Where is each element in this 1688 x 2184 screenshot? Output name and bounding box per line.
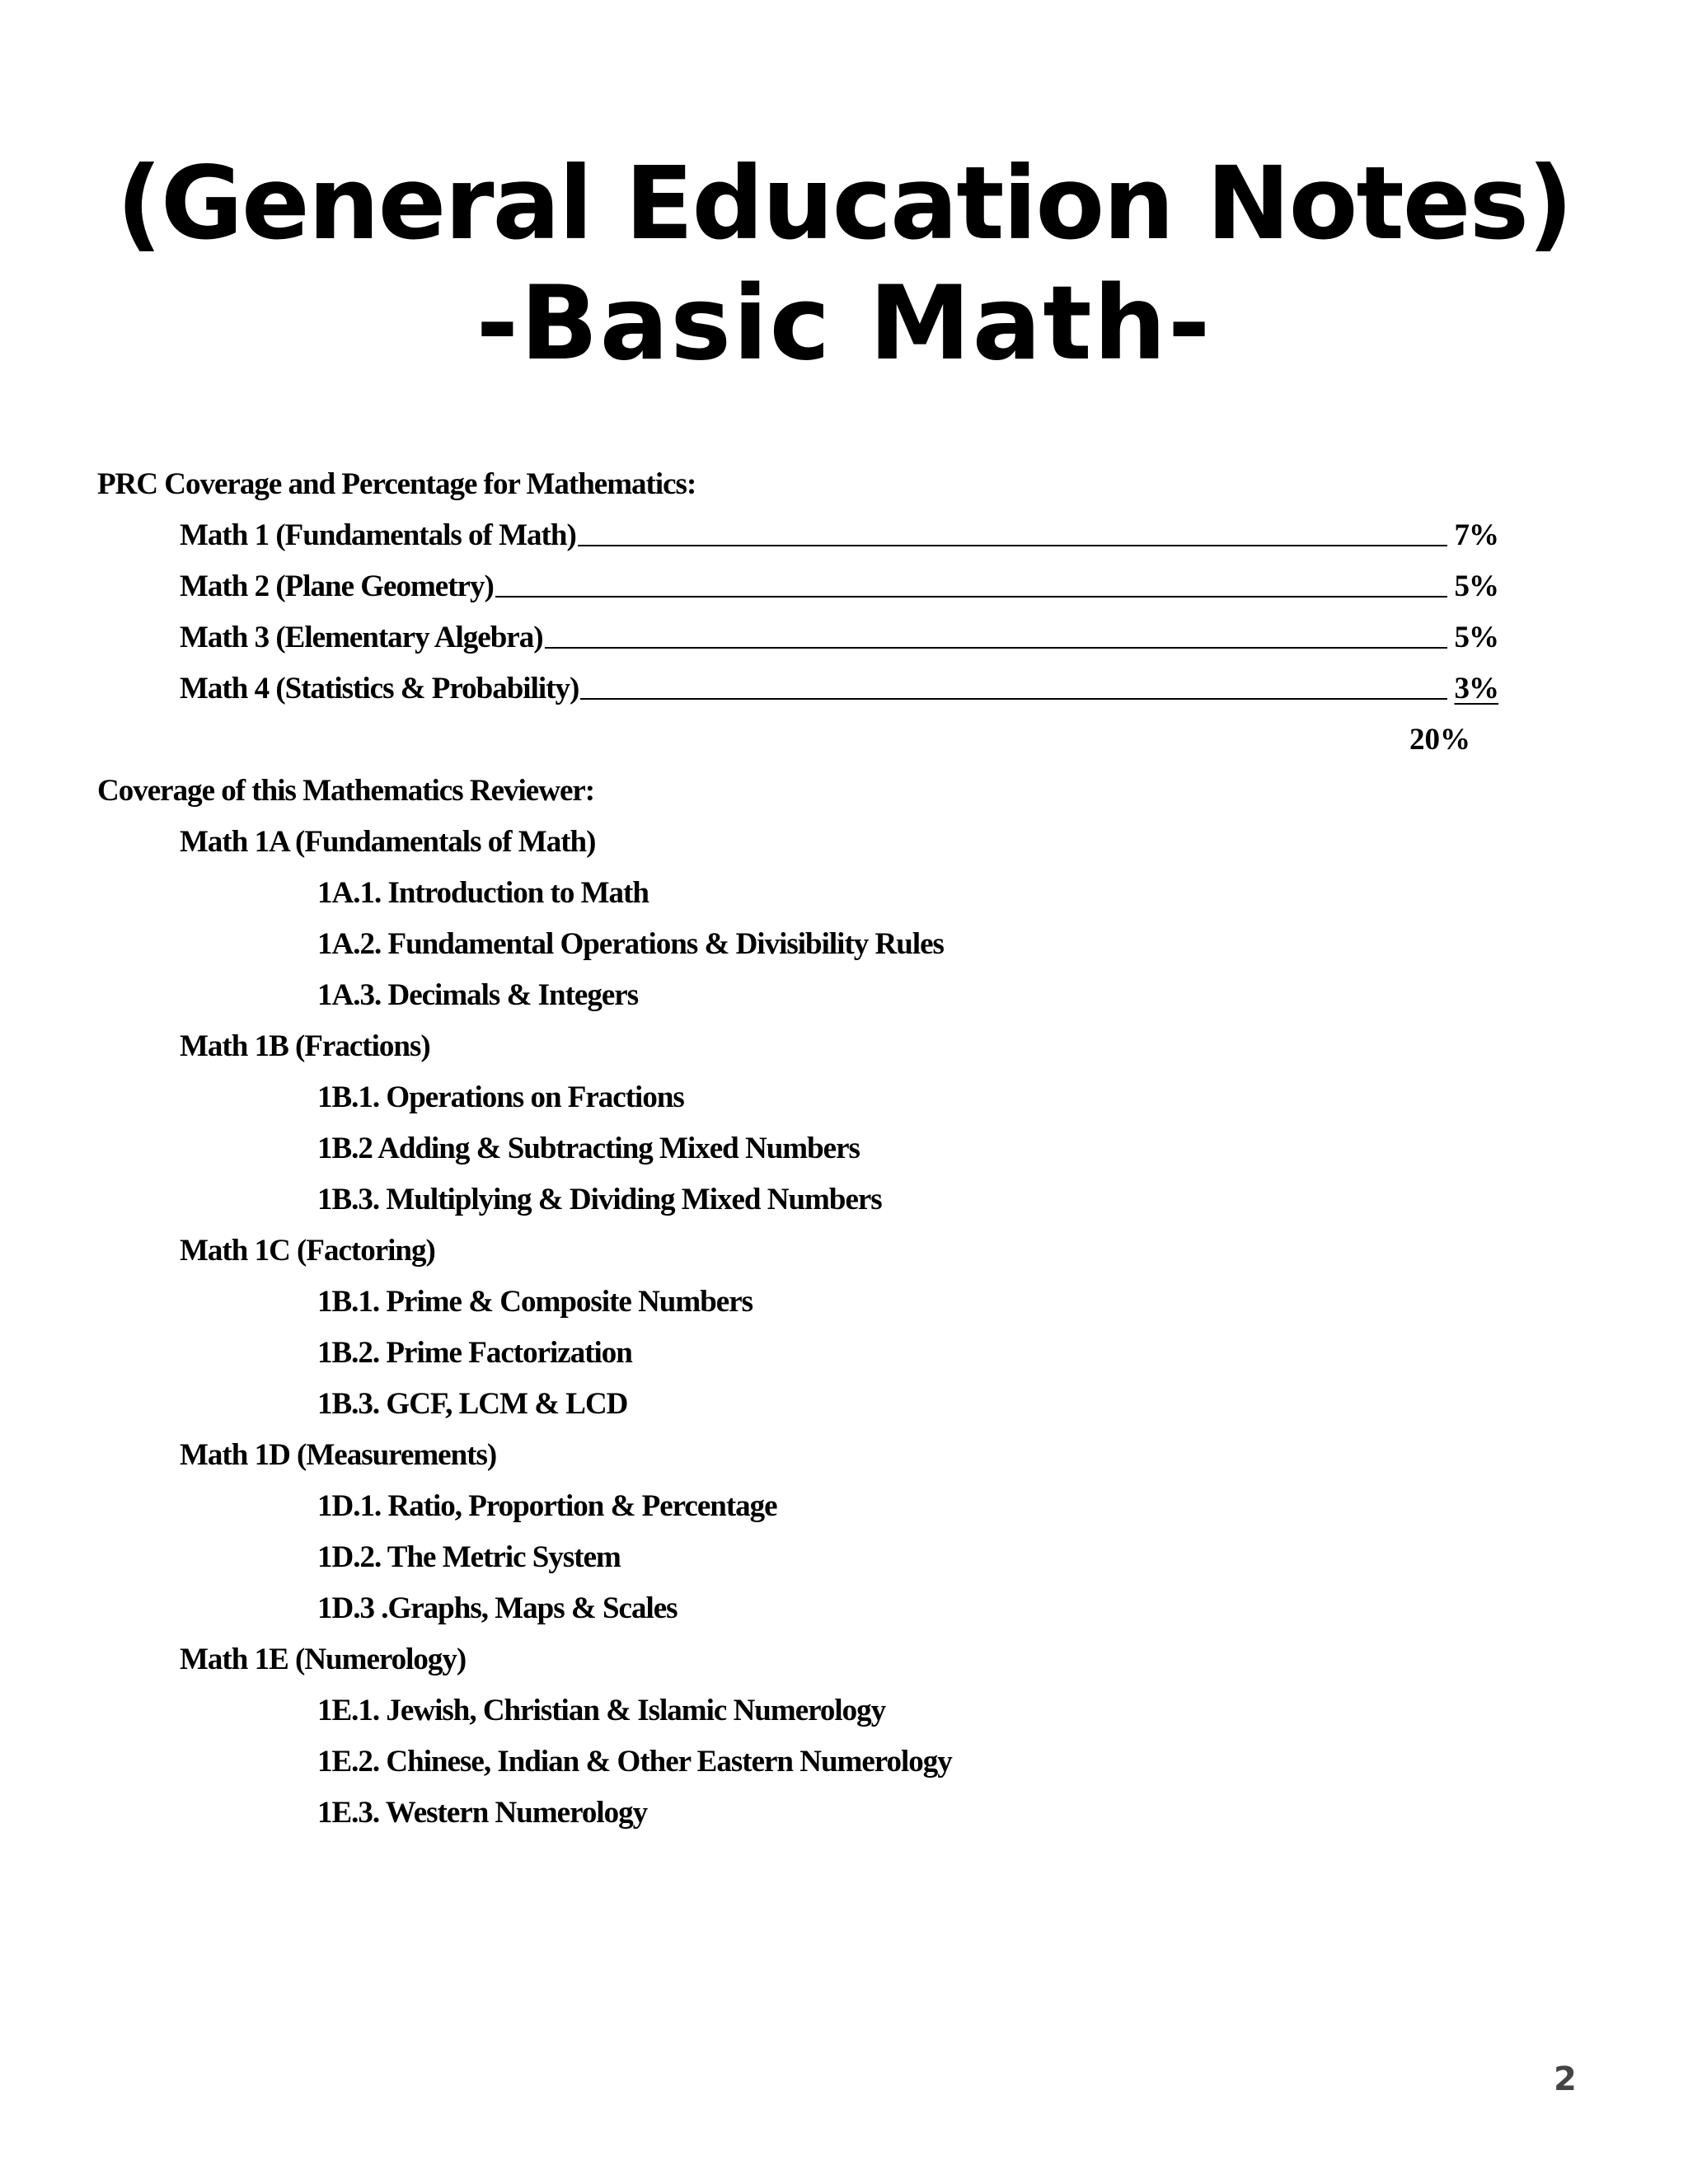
coverage-item: 1E.3. Western Numerology <box>317 1796 648 1830</box>
prc-row-math3 <box>180 619 1498 657</box>
coverage-group-1d: Math 1D (Measurements) <box>180 1438 497 1472</box>
leader-line <box>545 647 1447 649</box>
leader-line <box>495 596 1447 598</box>
coverage-item: 1D.1. Ratio, Proportion & Percentage <box>317 1489 777 1523</box>
coverage-item: 1B.2 Adding & Subtracting Mixed Numbers <box>317 1132 860 1165</box>
prc-row-math4 <box>180 670 1498 708</box>
coverage-item: 1B.1. Operations on Fractions <box>317 1080 684 1114</box>
coverage-item: 1B.3. GCF, LCM & LCD <box>317 1387 628 1421</box>
coverage-group-1a: Math 1A (Fundamentals of Math) <box>180 825 596 859</box>
page-title: (General Education Notes) <box>116 145 1572 262</box>
page-subtitle: -Basic Math- <box>476 265 1212 383</box>
coverage-group-1b: Math 1B (Fractions) <box>180 1029 430 1063</box>
prc-coverage-heading: PRC Coverage and Percentage for Mathematics: <box>97 467 696 501</box>
prc-row-label: Math 1 (Fundamentals of Math) <box>180 518 576 552</box>
prc-row-percent: 7% <box>1454 518 1498 552</box>
coverage-item: 1A.2. Fundamental Operations & Divisibility Rules <box>317 927 944 961</box>
coverage-item: 1D.2. The Metric System <box>317 1540 621 1574</box>
coverage-item: 1D.3 .Graphs, Maps & Scales <box>317 1591 678 1625</box>
coverage-item: 1B.1. Prime & Composite Numbers <box>317 1285 753 1319</box>
coverage-group-1c: Math 1C (Factoring) <box>180 1234 435 1268</box>
coverage-group-1e: Math 1E (Numerology) <box>180 1643 467 1676</box>
coverage-item: 1E.1. Jewish, Christian & Islamic Numerology <box>317 1694 886 1727</box>
prc-row-math1 <box>180 517 1498 555</box>
page-number: 2 <box>1554 2060 1577 2098</box>
prc-row-percent: 5% <box>1454 621 1498 654</box>
prc-row-label: Math 4 (Statistics & Probability) <box>180 672 579 705</box>
coverage-item: 1B.2. Prime Factorization <box>317 1336 632 1370</box>
prc-row-label: Math 3 (Elementary Algebra) <box>180 621 543 654</box>
coverage-item: 1E.2. Chinese, Indian & Other Eastern Numerology <box>317 1745 952 1779</box>
leader-line <box>578 545 1447 546</box>
coverage-item: 1B.3. Multiplying & Dividing Mixed Numbers <box>317 1183 882 1216</box>
coverage-heading: Coverage of this Mathematics Reviewer: <box>97 774 595 808</box>
prc-row-label: Math 2 (Plane Geometry) <box>180 569 494 603</box>
prc-row-percent: 3% <box>1454 672 1498 705</box>
prc-row-math2 <box>180 568 1498 606</box>
coverage-item: 1A.3. Decimals & Integers <box>317 978 639 1012</box>
prc-total: 20% <box>1409 723 1470 757</box>
leader-line <box>580 698 1447 700</box>
coverage-item: 1A.1. Introduction to Math <box>317 876 649 910</box>
prc-row-percent: 5% <box>1454 569 1498 603</box>
